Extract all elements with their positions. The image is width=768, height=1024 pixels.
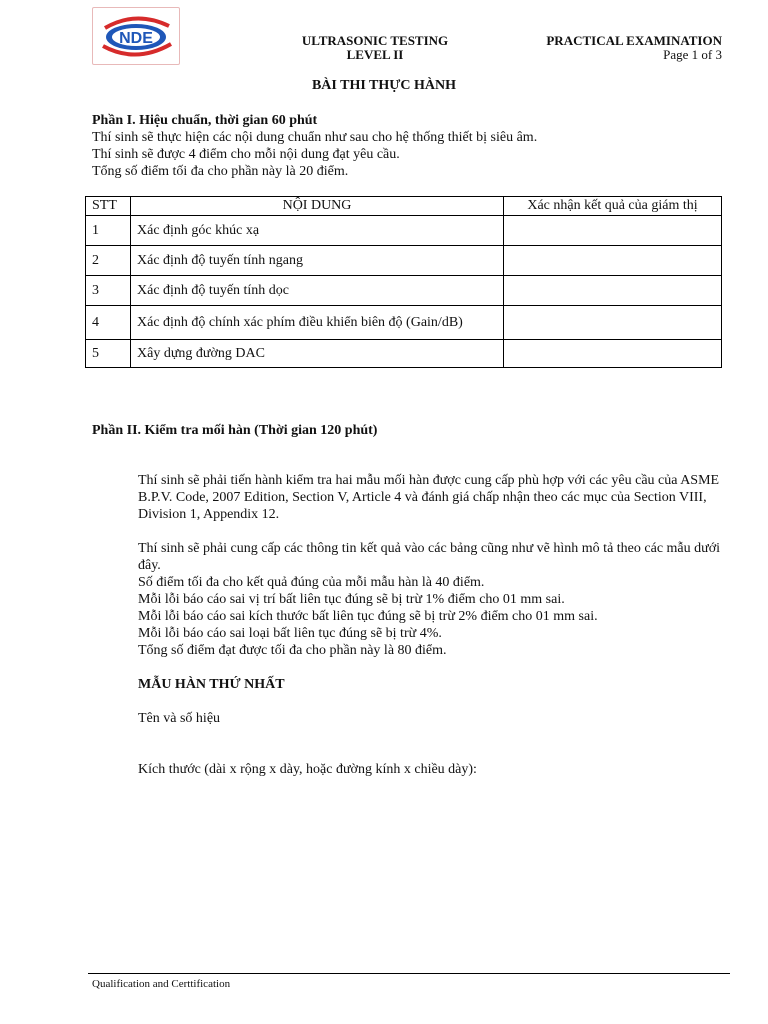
row-confirm-cell[interactable]	[504, 246, 722, 276]
part1-heading: Phần I. Hiệu chuẩn, thời gian 60 phút	[92, 113, 318, 128]
part1-line: Tổng số điểm tối đa cho phần này là 20 điểm.	[92, 164, 349, 179]
sample-name-label: Tên và số hiệu	[138, 711, 221, 726]
row-content: Xác định độ tuyến tính ngang	[131, 246, 504, 276]
footer-text: Qualification and Certtification	[92, 978, 231, 990]
document-title: BÀI THI THỰC HÀNH	[311, 78, 457, 93]
row-content: Xác định góc khúc xạ	[131, 216, 504, 246]
scoring-rule: Mỗi lỗi báo cáo sai loại bất liên tục đúng sẽ bị trừ 4%.	[138, 626, 442, 641]
row-stt: 2	[86, 246, 131, 276]
calibration-table	[85, 196, 722, 368]
row-confirm-cell[interactable]	[504, 340, 722, 368]
part2-paragraph: Thí sinh sẽ phải cung cấp các thông tin kết quả vào các bảng cũng như vẽ hình mô tả theo các mẫu dưới đây.	[138, 541, 721, 573]
nde-logo	[92, 7, 180, 65]
scoring-rule: Tổng số điểm đạt được tối đa cho phần này là 80 điểm.	[138, 643, 447, 658]
header-subject: ULTRASONIC TESTING	[301, 33, 449, 48]
scoring-rule: Số điểm tối đa cho kết quả đúng của mỗi mẫu hàn là 40 điểm.	[138, 575, 485, 590]
part2-section	[138, 472, 728, 778]
part2-heading: Phần II. Kiểm tra mối hàn (Thời gian 120 phút)	[92, 423, 378, 438]
header-stt: STT	[86, 197, 131, 216]
row-confirm-cell[interactable]	[504, 306, 722, 340]
row-stt: 5	[86, 340, 131, 368]
row-stt: 4	[86, 306, 131, 340]
table-row	[86, 306, 722, 340]
row-confirm-cell[interactable]	[504, 276, 722, 306]
table-header-row	[86, 197, 722, 216]
logo-text: NDE	[119, 30, 153, 47]
nde-logo-graphic	[93, 8, 179, 64]
part1-line: Thí sinh sẽ thực hiện các nội dung chuẩn như sau cho hệ thống thiết bị siêu âm.	[92, 130, 538, 145]
table-row	[86, 246, 722, 276]
table-row	[86, 340, 722, 368]
table-row	[86, 276, 722, 306]
header-level: LEVEL II	[346, 47, 404, 62]
part2-paragraph: Thí sinh sẽ phải tiến hành kiểm tra hai mẫu mối hàn được cung cấp phù hợp với các yêu cầu của ASME B.P.V. Code, 2007 Edition, Section V, Article 4 và đánh giá chấp nhận theo các mục của Section VIII, Division 1, Appendix 12.	[138, 473, 720, 522]
row-content: Xác định độ chính xác phím điều khiển biên độ (Gain/dB)	[131, 306, 504, 340]
row-content: Xây dựng đường DAC	[131, 340, 504, 368]
footer-divider	[88, 973, 730, 974]
scoring-rule: Mỗi lỗi báo cáo sai kích thước bất liên tục đúng sẽ bị trừ 2% điểm cho 01 mm sai.	[138, 609, 598, 624]
header-right	[500, 34, 722, 62]
page-number: Page 1 of 3	[663, 47, 722, 62]
sample-size-label: Kích thước (dài x rộng x dày, hoặc đường kính x chiều dày):	[138, 762, 477, 777]
header-confirm: Xác nhận kết quả của giám thị	[504, 197, 722, 216]
row-confirm-cell[interactable]	[504, 216, 722, 246]
part1-line: Thí sinh sẽ được 4 điểm cho mỗi nội dung đạt yêu cầu.	[92, 147, 400, 162]
row-content: Xác định độ tuyến tính dọc	[131, 276, 504, 306]
table-row	[86, 216, 722, 246]
row-stt: 1	[86, 216, 131, 246]
row-stt: 3	[86, 276, 131, 306]
part1-section	[92, 112, 732, 180]
header-content: NỘI DUNG	[131, 197, 504, 216]
scoring-rule: Mỗi lỗi báo cáo sai vị trí bất liên tục đúng sẽ bị trừ 1% điểm cho 01 mm sai.	[138, 592, 565, 607]
header-exam-type: PRACTICAL EXAMINATION	[546, 33, 722, 48]
sample-heading: MẪU HÀN THỨ NHẤT	[138, 677, 285, 692]
header-center	[270, 34, 480, 62]
